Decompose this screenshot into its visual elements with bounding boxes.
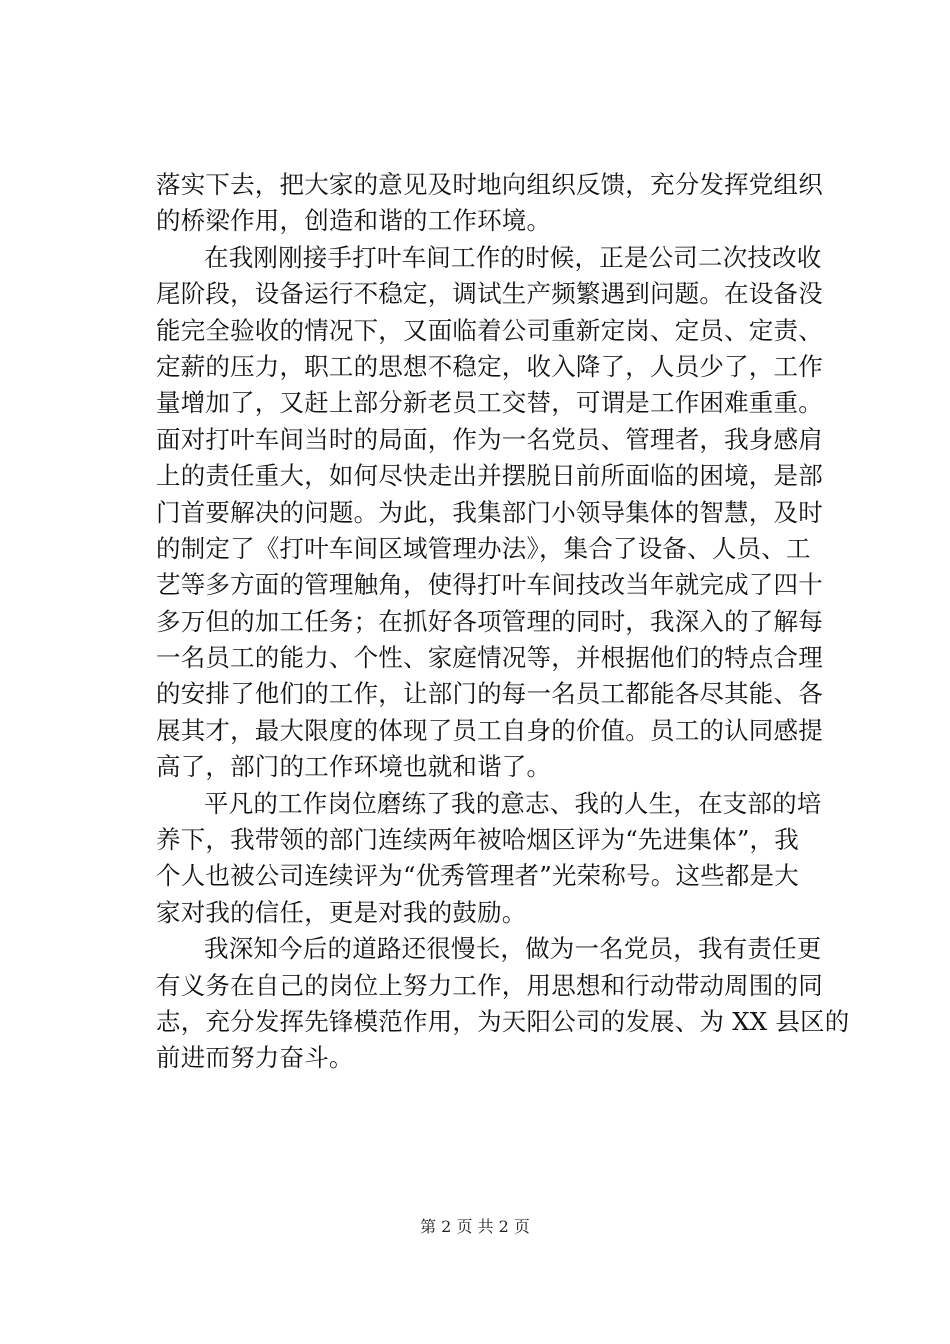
text-line: 志，充分发挥先锋模范作用，为天阳公司的发展、为 XX 县区的 — [156, 1006, 850, 1036]
text-line: 门首要解决的问题。为此，我集部门小领导集体的智慧，及时 — [156, 497, 823, 527]
text-line: 养下，我带领的部门连续两年被哈烟区评为“先进集体”，我 — [156, 825, 799, 855]
text-line: 个人也被公司连续评为“优秀管理者”光荣称号。这些都是大 — [156, 861, 799, 891]
text-line: 上的责任重大，如何尽快走出并摆脱日前所面临的困境，是部 — [156, 461, 823, 491]
text-line: 我深知今后的道路还很慢长，做为一名党员，我有责任更 — [204, 934, 822, 964]
text-line: 的制定了《打叶车间区域管理办法》，集合了设备、人员、工 — [156, 533, 811, 563]
text-line: 量增加了，又赶上部分新老员工交替，可谓是工作困难重重。 — [156, 388, 823, 418]
text-line: 定薪的压力，职工的思想不稳定，收入降了，人员少了，工作 — [156, 351, 823, 381]
text-line: 前进而努力奋斗。 — [156, 1043, 354, 1073]
text-line: 多万但的加工任务；在抓好各项管理的同时，我深入的了解每 — [156, 606, 823, 636]
text-line: 尾阶段，设备运行不稳定，调试生产频繁遇到问题。在设备没 — [156, 279, 823, 309]
text-line: 在我刚刚接手打叶车间工作的时候，正是公司二次技改收 — [204, 242, 822, 272]
text-line: 的桥梁作用，创造和谐的工作环境。 — [156, 206, 552, 236]
text-line: 展其才，最大限度的体现了员工自身的价值。员工的认同感提 — [156, 715, 823, 745]
text-line: 高了，部门的工作环境也就和谐了。 — [156, 752, 552, 782]
text-line: 落实下去，把大家的意见及时地向组织反馈，充分发挥党组织 — [156, 170, 823, 199]
text-line: 有义务在自己的岗位上努力工作，用思想和行动带动周围的同 — [156, 970, 823, 1000]
text-line: 能完全验收的情况下，又面临着公司重新定岗、定员、定责、 — [156, 315, 823, 345]
document-body — [156, 167, 850, 1077]
text-line: 平凡的工作岗位磨练了我的意志、我的人生，在支部的培 — [204, 788, 822, 818]
text-line: 艺等多方面的管理触角，使得打叶车间技改当年就完成了四十 — [156, 570, 823, 600]
text-line: 的安排了他们的工作，让部门的每一名员工都能各尽其能、各 — [156, 679, 823, 709]
text-line: 面对打叶车间当时的局面，作为一名党员、管理者，我身感肩 — [156, 424, 823, 454]
text-line: 家对我的信任，更是对我的鼓励。 — [156, 897, 527, 927]
text-line: 一名员工的能力、个性、家庭情况等，并根据他们的特点合理 — [156, 643, 823, 673]
page-number-footer: 第 2 页 共 2 页 — [420, 1217, 530, 1236]
